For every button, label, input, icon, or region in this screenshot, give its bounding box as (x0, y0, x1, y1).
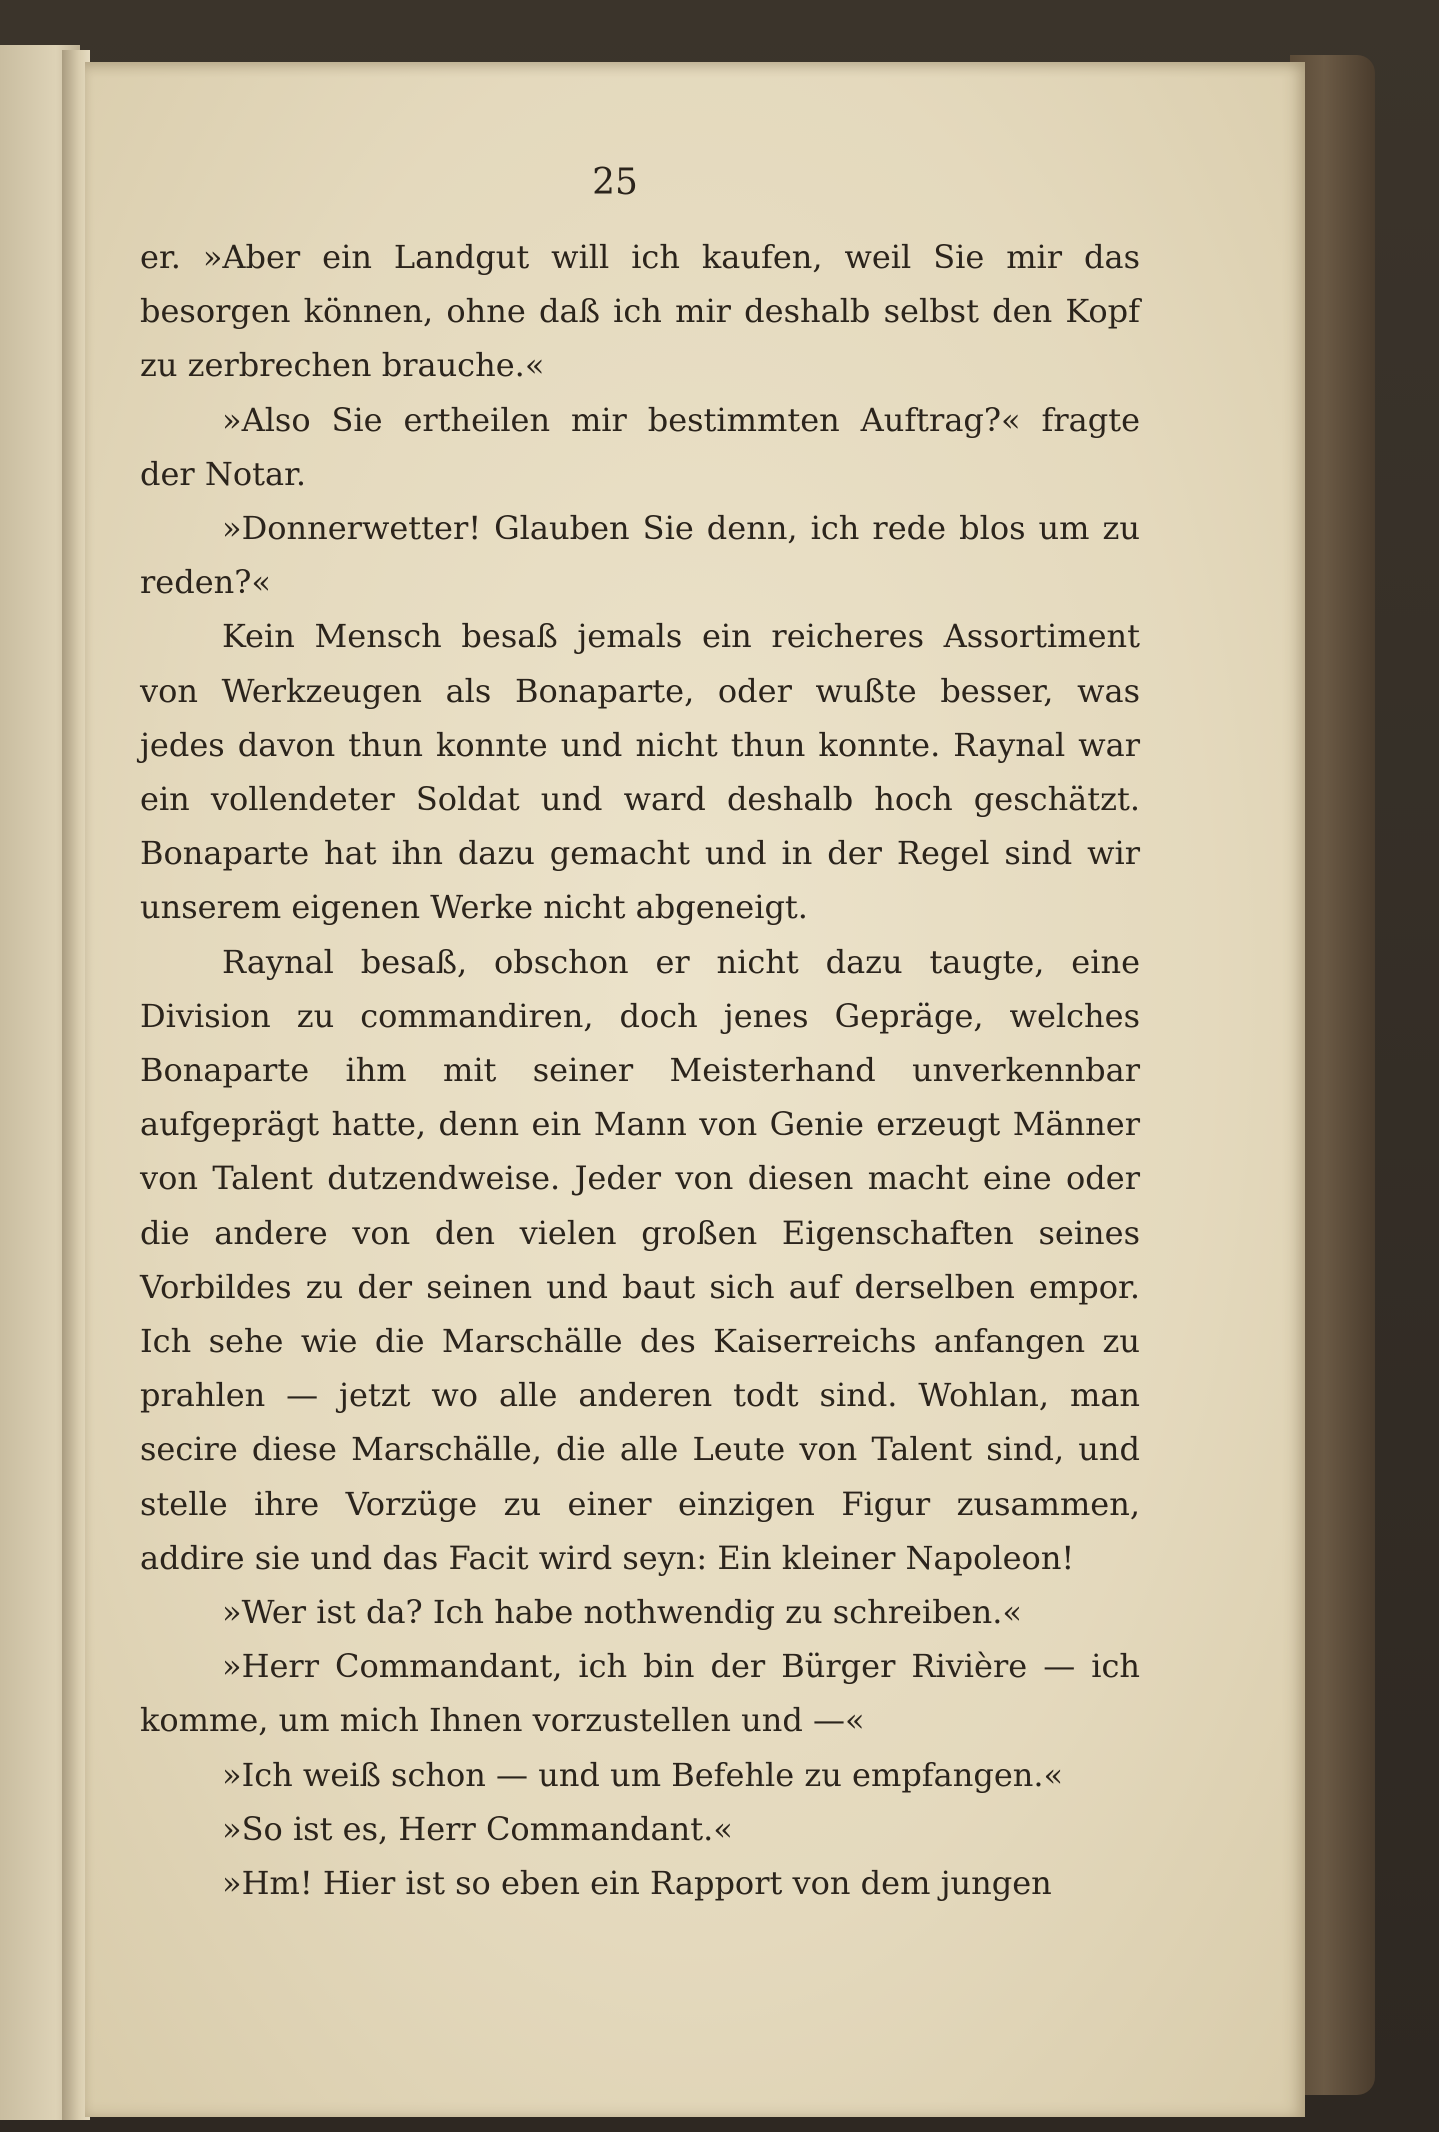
paragraph: »Hm! Hier ist so eben ein Rapport von dem jungen (222, 1864, 1052, 1903)
paragraph: er. »Aber ein Landgut will ich kaufen, weil Sie mir das besorgen können, ohne daß ich mir deshalb selbst den Kopf zu zerbrechen brauche.« (140, 238, 1140, 385)
paragraph: »So ist es, Herr Commandant.« (222, 1809, 733, 1848)
paragraph: »Ich weiß schon — und um Befehle zu empfangen.« (222, 1755, 1064, 1794)
page-number: 25 (592, 162, 638, 203)
paragraph: »Wer ist da? Ich habe nothwendig zu schreiben.« (222, 1593, 1022, 1632)
paragraph: »Donnerwetter! Glauben Sie denn, ich rede blos um zu reden?« (140, 509, 1140, 602)
page-text (140, 230, 1140, 1910)
paragraph: Kein Mensch besaß jemals ein reicheres Assortiment von Werkzeugen als Bonaparte, oder wußte besser, was jedes davon thun konnte und nicht thun konnte. Raynal war ein vollendeter Soldat und ward deshalb hoch geschätzt. Bonaparte hat ihn dazu gemacht und in der Regel sind wir unserem eigenen Werke nicht abgeneigt. (140, 617, 1140, 927)
book-page (85, 62, 1305, 2117)
paragraph: »Also Sie ertheilen mir bestimmten Auftrag?« fragte der Notar. (140, 400, 1140, 493)
paragraph: Raynal besaß, obschon er nicht dazu taugte, eine Division zu commandiren, doch jenes Gepräge, welches Bonaparte ihm mit seiner Meisterhand unverkennbar aufgeprägt hatte, denn ein Mann von Genie erzeugt Männer von Talent dutzendweise. Jeder von diesen macht eine oder die andere von den vielen großen Eigenschaften seines Vorbildes zu der seinen und baut sich auf derselben empor. Ich sehe wie die Marschälle des Kaiserreichs anfangen zu prahlen — jetzt wo alle anderen todt sind. Wohlan, man secire diese Marschälle, die alle Leute von Talent sind, und stelle ihre Vorzüge zu einer einzigen Figur zusammen, addire sie und das Facit wird seyn: Ein kleiner Napoleon! (140, 942, 1140, 1577)
paragraph: »Herr Commandant, ich bin der Bürger Rivière — ich komme, um mich Ihnen vorzustellen und —« (140, 1647, 1140, 1740)
